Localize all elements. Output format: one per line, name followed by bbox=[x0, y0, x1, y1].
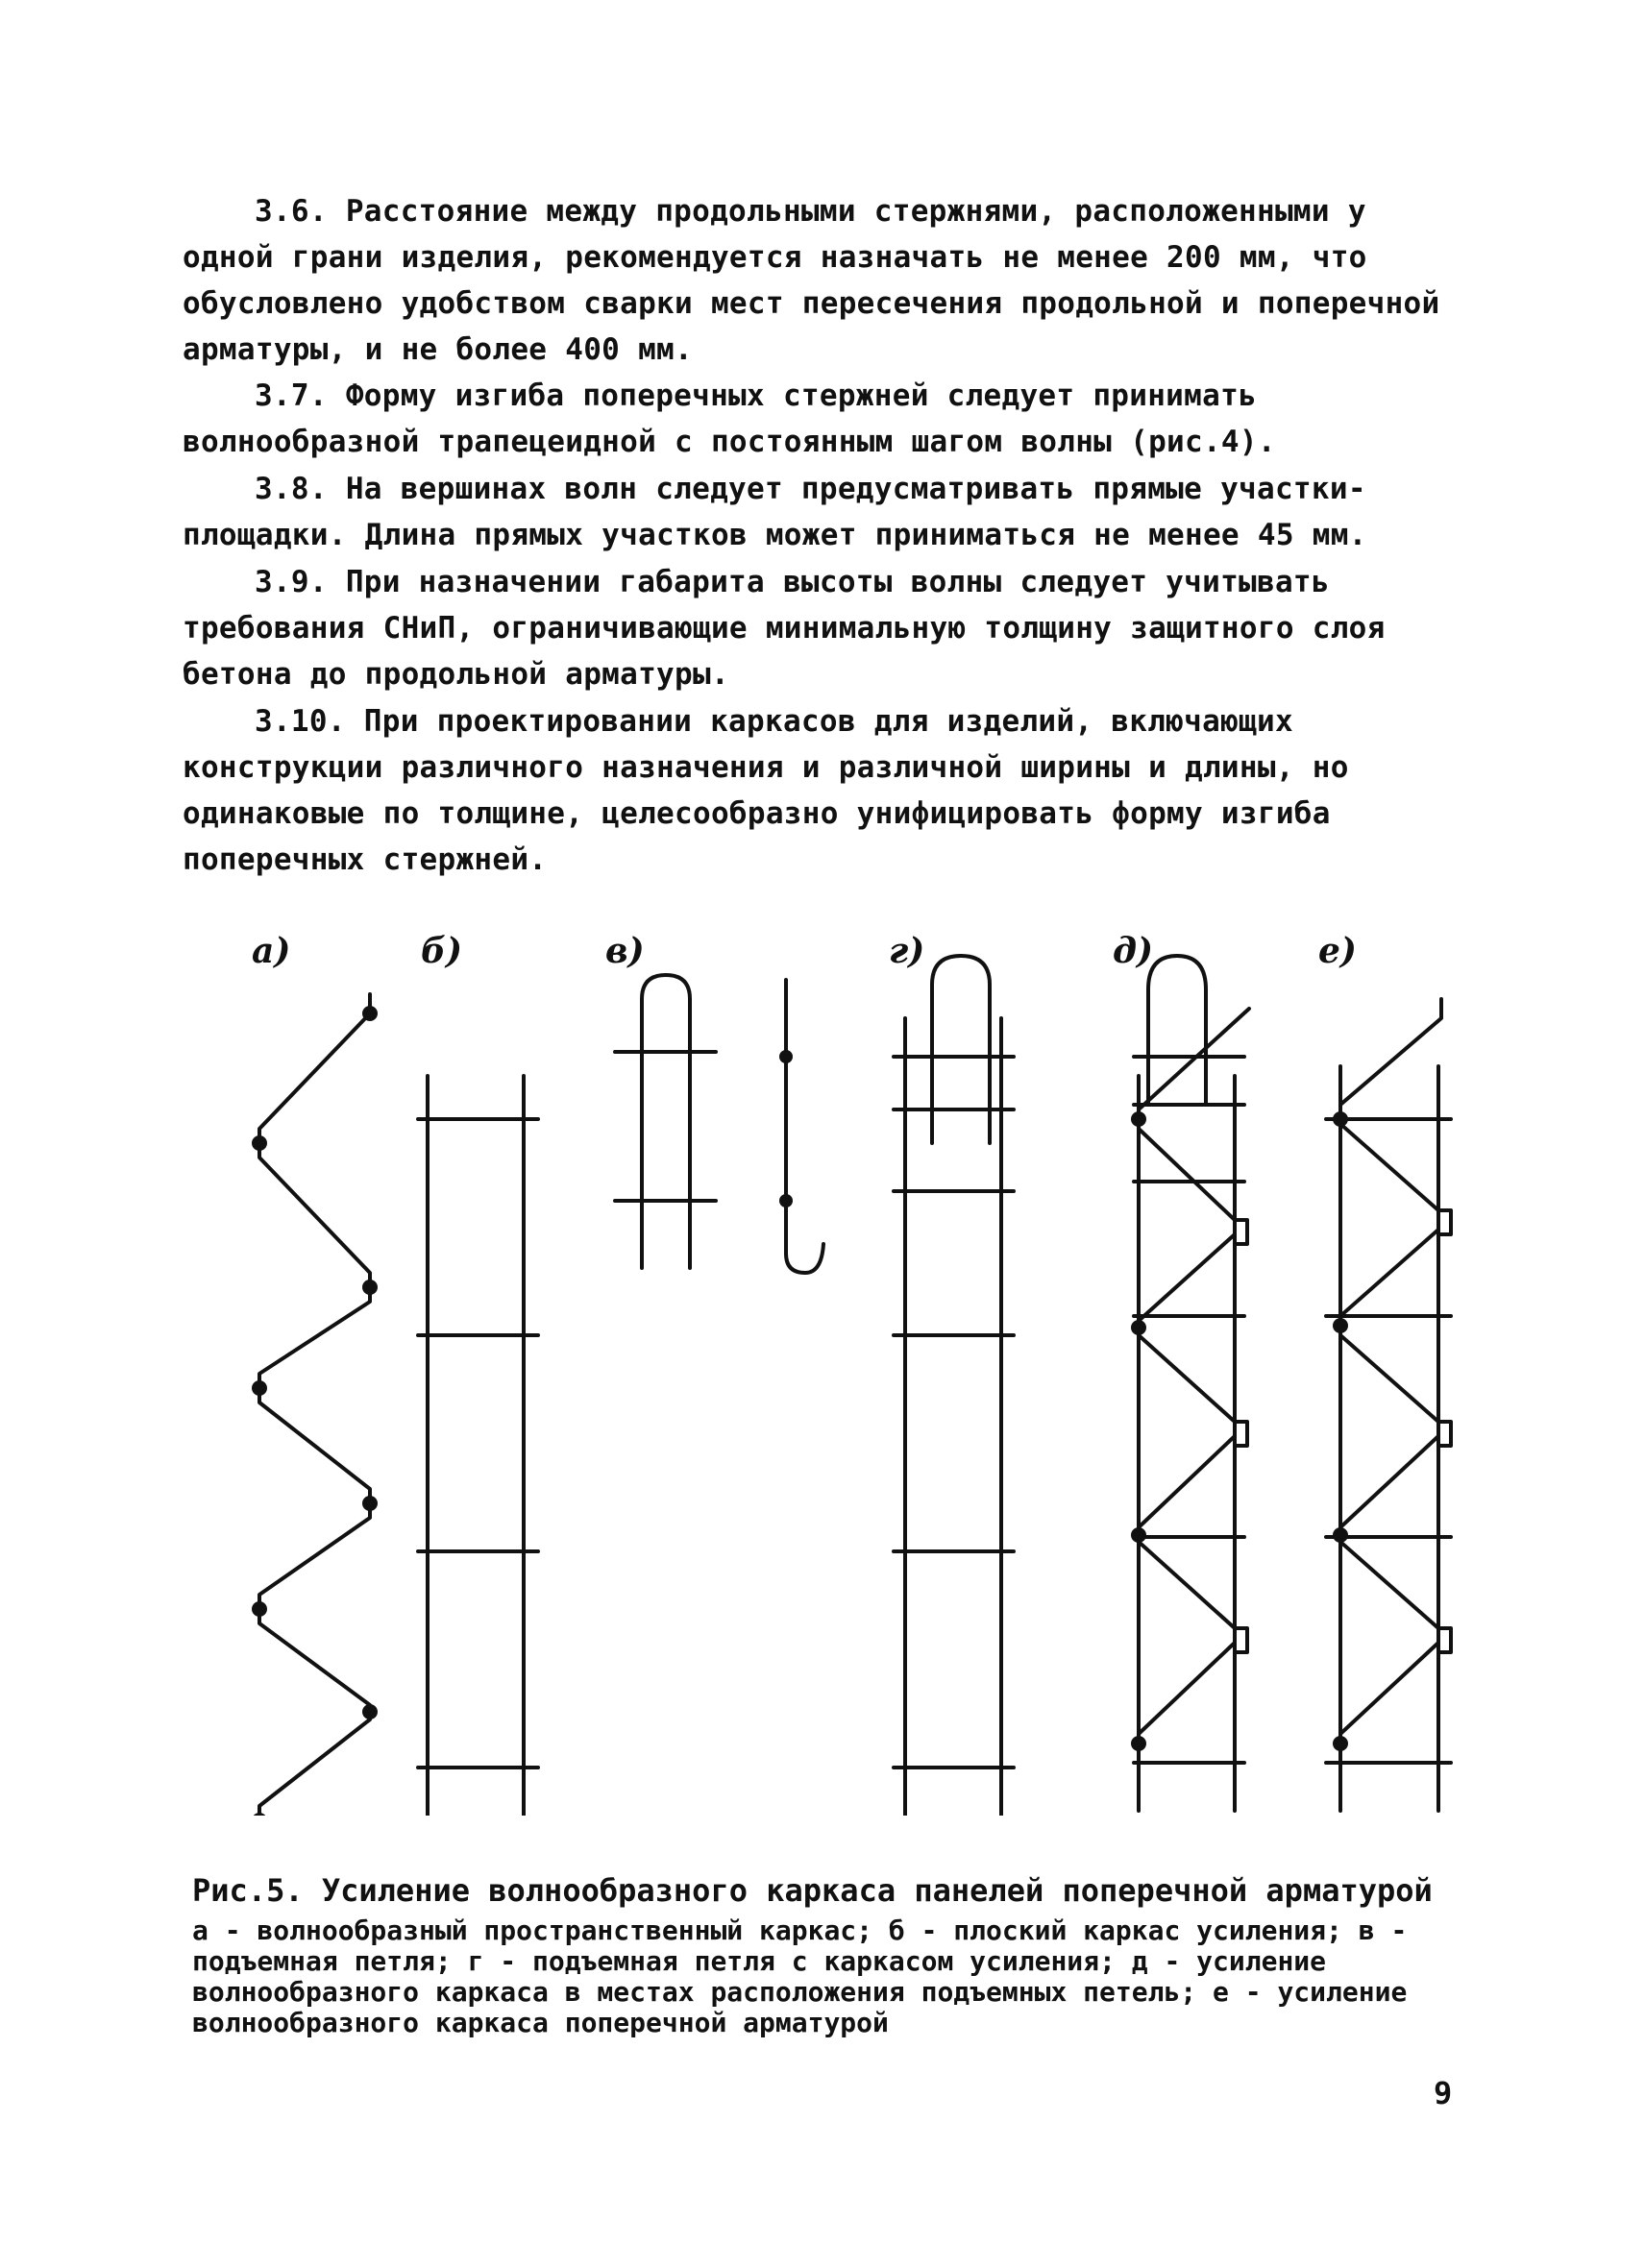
figure-caption-title: Рис.5. Усиление волнообразного каркаса панелей поперечной арматурой bbox=[192, 1872, 1433, 1909]
paragraph-3-9 bbox=[183, 559, 1470, 697]
figure-5 bbox=[0, 913, 1645, 1816]
figure-5-drawing bbox=[0, 913, 1645, 1816]
paragraph-3-10 bbox=[183, 698, 1470, 883]
paragraph-3-8 bbox=[183, 466, 1470, 558]
paragraph-3-6 bbox=[183, 188, 1470, 373]
lifting-loop-v bbox=[615, 975, 823, 1273]
paragraph-3-8-text: 3.8. На вершинах волн следует предусматривать прямые участки-площадки. Длина прямых участков может приниматься не менее 45 мм. bbox=[183, 472, 1367, 552]
paragraph-3-9-text: 3.9. При назначении габарита высоты волны следует учитывать требования СНиП, ограничивающие минимальную толщину защитного слоя бетона до продольной арматуры. bbox=[183, 565, 1386, 692]
label-a: а) bbox=[252, 931, 291, 971]
label-g: г) bbox=[889, 931, 925, 971]
label-e: е) bbox=[1318, 931, 1357, 971]
paragraph-3-7-text: 3.7. Форму изгиба поперечных стержней следует принимать волнообразной трапецеидной с постоянным шагом волны (рис.4). bbox=[183, 378, 1276, 459]
label-d: д) bbox=[1113, 931, 1154, 971]
flat-frame-b bbox=[418, 1076, 538, 1816]
figure-caption-body: а - волнообразный пространственный каркас; б - плоский каркас усиления; в - подъемная петля; г - подъемная петля с каркасом усиления; д - усиление волнообразного каркаса в местах расположения подъемных петель; е - усиление волнообразного каркаса поперечной арматурой bbox=[192, 1914, 1408, 2038]
reinforced-wave-d bbox=[1133, 956, 1249, 1811]
wave-frame-a bbox=[254, 994, 376, 1816]
label-v: в) bbox=[605, 931, 645, 971]
label-b: б) bbox=[421, 931, 463, 971]
reinforced-wave-e bbox=[1326, 999, 1451, 1811]
loop-with-frame-g bbox=[894, 956, 1014, 1816]
paragraph-3-6-text: 3.6. Расстояние между продольными стержнями, расположенными у одной грани изделия, рекомендуется назначать не менее 200 мм, что обусловлено удобством сварки мест пересечения продольной и поперечной арматуры, и не более 400 мм. bbox=[183, 194, 1440, 367]
paragraph-3-7 bbox=[183, 373, 1470, 465]
paragraph-3-10-text: 3.10. При проектировании каркасов для изделий, включающих конструкции различного назначения и различной ширины и длины, но одинаковые по толщине, целесообразно унифицировать форму изгиба поперечных стержней. bbox=[183, 704, 1349, 877]
page-number: 9 bbox=[1434, 2075, 1453, 2111]
